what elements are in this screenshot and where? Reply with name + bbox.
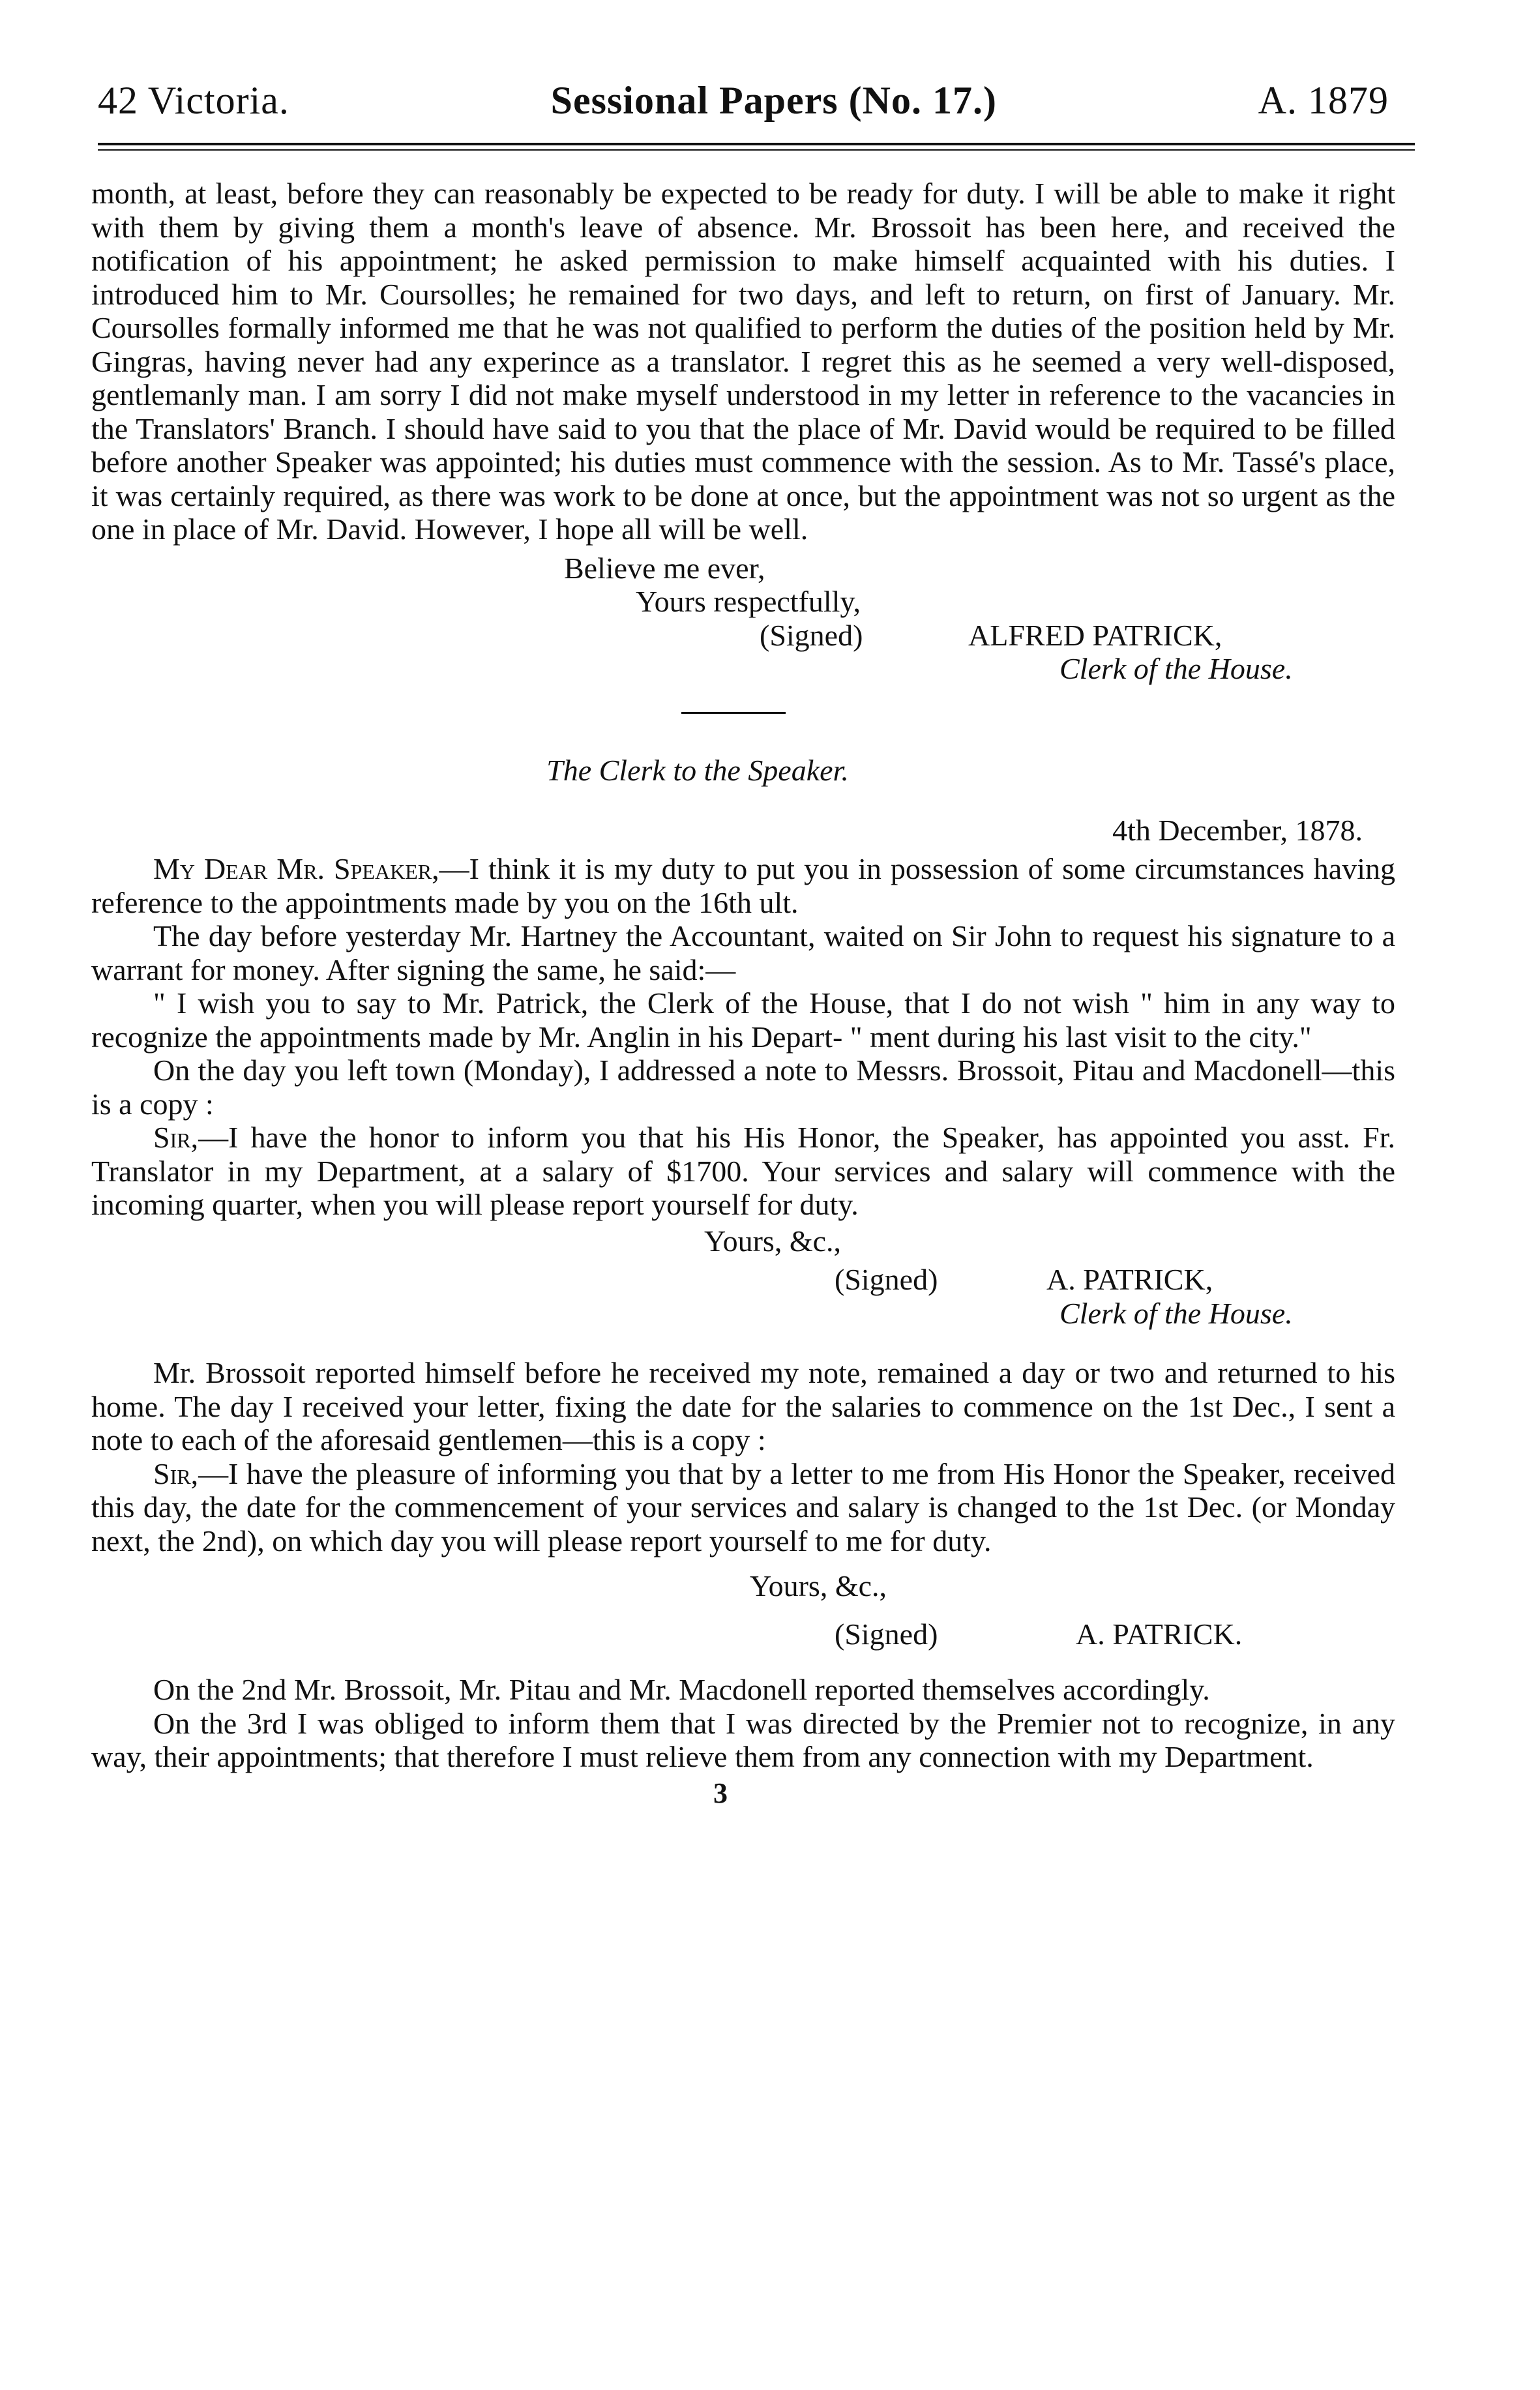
signature-line	[91, 619, 1395, 653]
closing-block-3	[91, 1569, 1395, 1651]
note-salutation: Sir,	[153, 1456, 199, 1490]
running-header	[91, 78, 1395, 123]
letter-date: 4th December, 1878.	[1112, 813, 1363, 847]
signature-name: ALFRED PATRICK,	[968, 618, 1222, 652]
signature-line	[91, 1617, 1395, 1651]
paragraph: Mr. Brossoit reported himself before he received my note, remained a day or two and returned to his home. The day I received your letter, fixing the date for the salaries to commence on the 1st Dec., I sent a note to each of the aforesaid gentlemen—this is a copy :	[91, 1356, 1395, 1456]
signed-label: (Signed)	[760, 618, 863, 652]
document-page	[91, 78, 1395, 1810]
signature-title-line	[91, 1297, 1395, 1331]
header-center: Sessional Papers (No. 17.)	[550, 79, 997, 122]
salutation: My Dear Mr. Speaker,	[153, 852, 439, 885]
paragraph: month, at least, before they can reasonably be expected to be ready for duty. I will be able to make it right with them by giving them a month's leave of absence. Mr. Brossoit has been here, and received the notification of his appointment; he asked permission to make himself acquainted with his duties. I introduced him to Mr. Coursolles; he remained for two days, and left to return, on first of January. Mr. Coursolles formally informed me that he was not qualified to perform the duties of the position held by Mr. Gingras, having never had any experince as a translator. I regret this as he seemed a very well-disposed, gentlemanly man. I am sorry I did not make myself understood in my letter in reference to the vacancies in the Translators' Branch. I should have said to you that the place of Mr. David would be required to be filled before another Speaker was appointed; his duties must commence with the session. As to Mr. Tassé's place, it was certainly required, as there was work to be done at once, but the appointment was not so urgent as the one in place of Mr. David. However, I hope all will be well.	[91, 177, 1395, 546]
signature-name: A. PATRICK.	[1076, 1617, 1243, 1651]
signature-line	[91, 1263, 1395, 1297]
section-divider	[681, 712, 786, 714]
page-number: 3	[713, 1777, 728, 1809]
letter-body	[91, 852, 1395, 1222]
paragraph: On the 2nd Mr. Brossoit, Mr. Pitau and Mr. Macdonell reported themselves accordingly.	[153, 1673, 1210, 1706]
closing-line: Believe me ever,	[564, 551, 765, 585]
paragraph: On the day you left town (Monday), I addressed a note to Messrs. Brossoit, Pitau and Macdonell—this is a copy :	[91, 1054, 1395, 1121]
closing-block-1	[91, 552, 1395, 686]
signature-title-line	[91, 652, 1395, 686]
signature-title: Clerk of the House.	[1059, 652, 1293, 685]
paragraph	[91, 1121, 1395, 1222]
closing-line: Yours respectfully,	[636, 585, 861, 618]
closing-line: Yours, &c.,	[750, 1569, 887, 1602]
signed-label: (Signed)	[835, 1617, 938, 1651]
paragraph	[91, 852, 1395, 919]
paragraph: On the 3rd I was obliged to inform them that I was directed by the Premier not to recognize, in any way, their appointments; that therefore I must relieve them from any connection with my Department.	[91, 1706, 1395, 1773]
letter-body-final	[91, 1673, 1395, 1774]
quoted-passage: " I wish you to say to Mr. Patrick, the Clerk of the House, that I do not wish " him in any way to recognize the appointments made by Mr. Anglin in his Depart- " ment during his last visit to the city."	[91, 986, 1395, 1054]
closing-line: Yours, &c.,	[704, 1224, 842, 1258]
signature-name: A. PATRICK,	[1046, 1263, 1213, 1296]
header-rule	[98, 143, 1415, 151]
paragraph	[91, 1457, 1395, 1558]
paragraph-text: —I think it is my duty to put you in possession of some circumstances having reference to the appointments made by you on the 16th ult.	[91, 852, 1395, 919]
paragraph-text: —I have the honor to inform you that his His Honor, the Speaker, has appointed you asst. Fr. Translator in my Department, at a salary of $1700. Your services and salary will commence with the incoming quarter, when you will please report yourself for duty.	[91, 1121, 1395, 1221]
paragraph: The day before yesterday Mr. Hartney the Accountant, waited on Sir John to request his signature to a warrant for money. After signing the same, he said:—	[91, 919, 1395, 986]
signature-title: Clerk of the House.	[1059, 1296, 1293, 1330]
closing-block-2	[91, 1224, 1395, 1331]
letter-body-continued	[91, 1356, 1395, 1557]
signed-label: (Signed)	[835, 1263, 938, 1296]
section-heading: The Clerk to the Speaker.	[546, 753, 849, 787]
paragraph-text: —I have the pleasure of informing you that by a letter to me from His Honor the Speaker, received this day, the date for the commencement of your services and salary is changed to the 1st Dec. (or Monday next, the 2nd), on which day you will please report yourself to me for duty.	[91, 1456, 1395, 1557]
note-salutation: Sir,	[153, 1121, 199, 1154]
header-right: A. 1879	[1258, 79, 1389, 122]
header-left: 42 Victoria.	[98, 79, 289, 122]
document-body	[91, 177, 1395, 546]
